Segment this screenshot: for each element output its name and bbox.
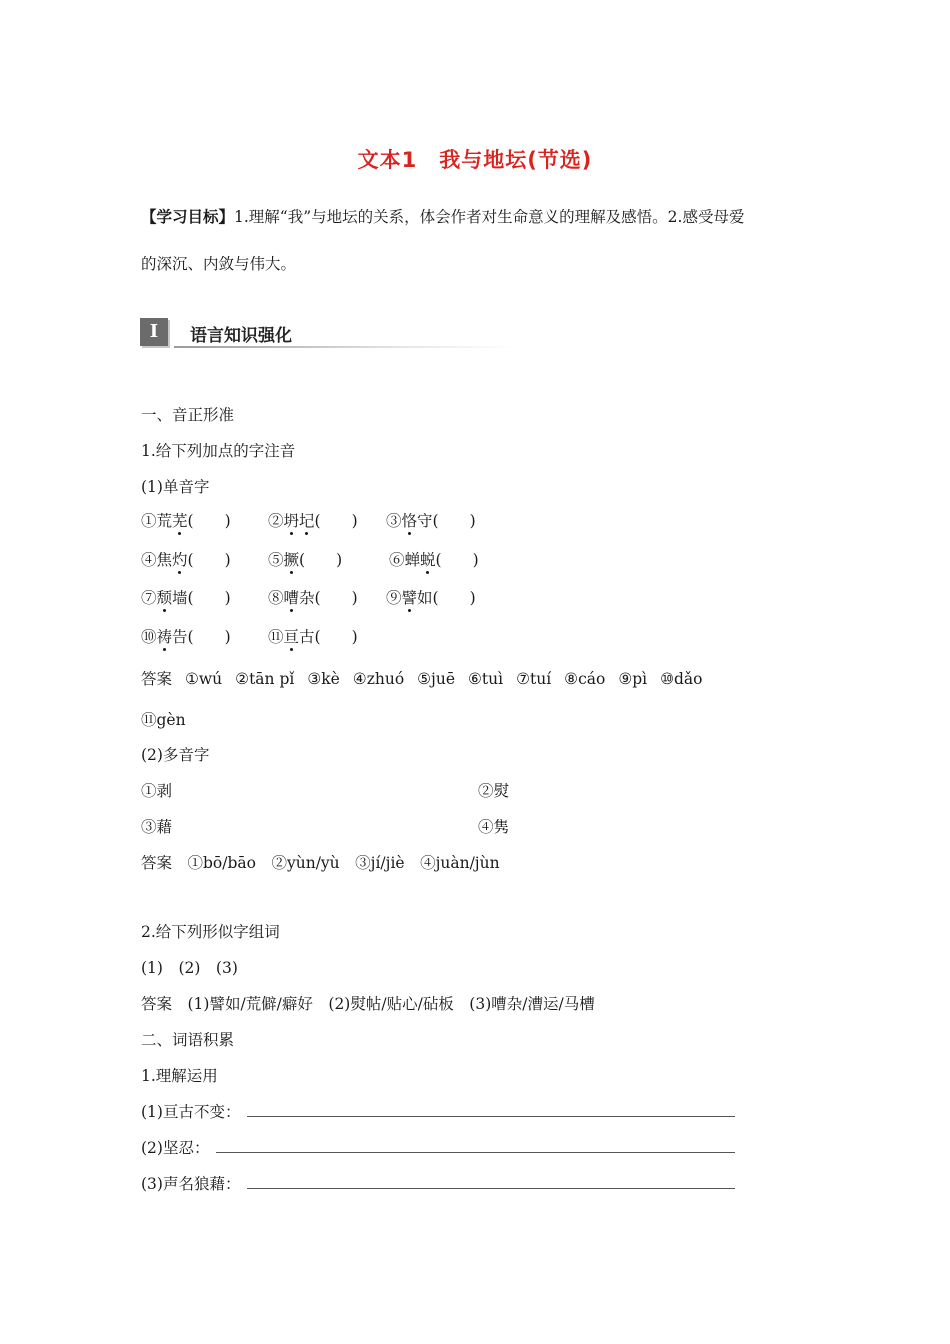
- answer-item: ④zhuó: [352, 670, 405, 688]
- answer-item: ⑨pì: [618, 670, 648, 688]
- item-1: ①荒芜( ): [141, 512, 231, 530]
- page-title: 文本1 我与地坛(节选): [357, 148, 593, 172]
- item-2: ②坍圮( ): [268, 512, 358, 530]
- answer-blank-2[interactable]: [216, 1152, 735, 1153]
- part2-heading: 二、词语积累: [141, 1031, 235, 1049]
- answer-3: 答案 (1)譬如/荒僻/癖好 (2)熨帖/贴心/砧板 (3)嘈杂/漕运/马槽: [141, 995, 595, 1013]
- answer-item: ⑤juē: [417, 670, 456, 688]
- objectives-line2: 的深沉、内敛与伟大。: [141, 255, 297, 273]
- answer-blank-3[interactable]: [247, 1188, 735, 1189]
- item-4: ④焦灼( ): [141, 551, 231, 569]
- item-11: ⑪亘古( ): [268, 628, 358, 646]
- answer-item: ⑧cáo: [564, 670, 606, 688]
- multi-item-1: ①剥: [141, 782, 173, 800]
- q1-prompt: 1.给下列加点的字注音: [141, 442, 296, 460]
- q1-sub1: (1)单音字: [141, 478, 210, 496]
- answer-item: ⑥tuì: [468, 670, 504, 688]
- answer-item: ①wú: [185, 670, 223, 688]
- section-rule: [174, 346, 514, 348]
- section-banner: [140, 318, 520, 350]
- answer-2: 答案 ①bō/bāo ②yùn/yù ③jí/jiè ④juàn/jùn: [141, 854, 500, 872]
- answer-item: ⑦tuí: [516, 670, 552, 688]
- fill-item-3: (3)声名狼藉：: [141, 1175, 241, 1193]
- item-9: ⑨譬如( ): [386, 589, 476, 607]
- item-8: ⑧嘈杂( ): [268, 589, 358, 607]
- fill-item-1: (1)亘古不变：: [141, 1103, 241, 1121]
- section-title: 语言知识强化: [190, 326, 292, 346]
- part2-q1: 1.理解运用: [141, 1067, 218, 1085]
- answer-item: ②tān pǐ: [235, 670, 295, 688]
- q2-items: (1) (2) (3): [141, 959, 238, 977]
- part1-heading: 一、音正形准: [141, 406, 235, 424]
- item-3: ③恪守( ): [386, 512, 476, 530]
- multi-item-2: ②熨: [478, 782, 510, 800]
- answer-1: [141, 667, 716, 689]
- answer-item: ③kè: [307, 670, 340, 688]
- item-7: ⑦颓墙( ): [141, 589, 231, 607]
- objectives-tag: 【学习目标】: [141, 207, 235, 226]
- answer-1-tail: ⑪gèn: [141, 711, 186, 729]
- multi-item-3: ③藉: [141, 818, 173, 836]
- objectives-line1: 1.理解“我”与地坛的关系，体会作者对生命意义的理解及感悟。2.感受母爱: [234, 208, 745, 226]
- answer-blank-1[interactable]: [247, 1116, 735, 1117]
- item-5: ⑤撅( ): [268, 551, 343, 569]
- answer-label: 答案: [141, 670, 173, 688]
- multi-item-4: ④隽: [478, 818, 510, 836]
- item-6: ⑥蝉蜕( ): [389, 551, 479, 569]
- fill-item-2: (2)坚忍：: [141, 1139, 210, 1157]
- q1-sub2: (2)多音字: [141, 746, 210, 764]
- item-10: ⑩祷告( ): [141, 628, 231, 646]
- learning-objectives: [141, 205, 744, 227]
- answer-item: ⑩dǎo: [660, 670, 703, 688]
- section-numeral: I: [140, 318, 168, 346]
- q2-prompt: 2.给下列形似字组词: [141, 923, 280, 941]
